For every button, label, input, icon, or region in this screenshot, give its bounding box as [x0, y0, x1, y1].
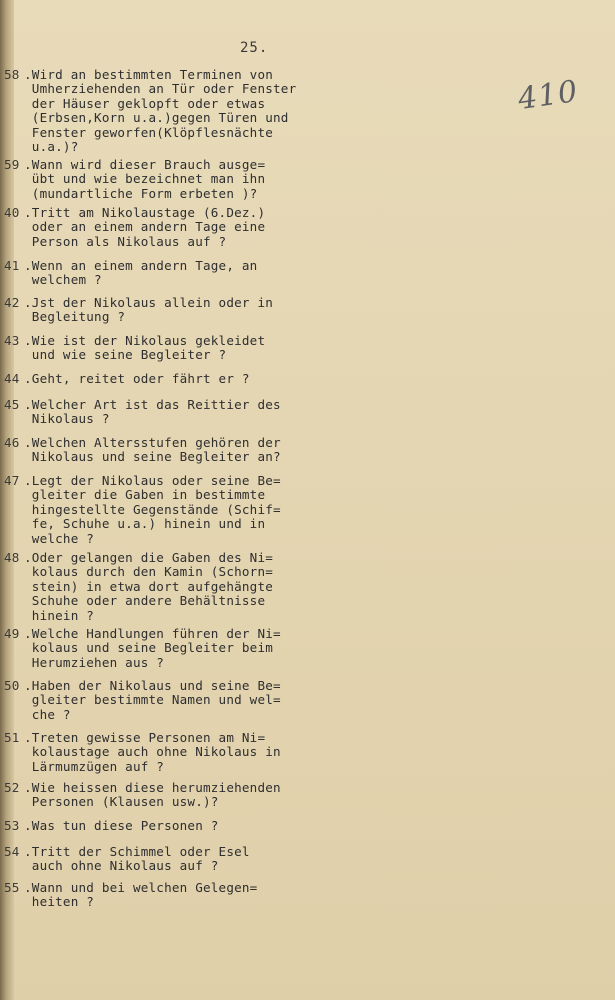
question-number: 52	[4, 780, 20, 795]
question-text: .Haben der Nikolaus und seine Be= gleiter bestimmte Namen und wel= che ?	[24, 678, 281, 722]
question-text: .Welcher Art ist das Reittier des Nikolaus ?	[24, 397, 281, 427]
question-text: .Treten gewisse Personen am Ni= kolaustage auch ohne Nikolaus in Lärmumzügen auf ?	[24, 730, 281, 774]
question-number: 47	[4, 473, 20, 488]
question-text: .Oder gelangen die Gaben des Ni= kolaus durch den Kamin (Schorn= stein) in etwa dort aufgehängte Schuhe oder andere Behältnisse hinein ?	[24, 550, 274, 623]
question-number: 45	[4, 397, 20, 412]
question-number: 44	[4, 371, 20, 386]
question-number: 55	[4, 880, 20, 895]
handwritten-archive-number: 410	[515, 73, 581, 118]
question-item	[4, 550, 314, 623]
question-text: .Wie heissen diese herumziehenden Personen (Klausen usw.)?	[24, 780, 281, 810]
question-number: 49	[4, 626, 20, 641]
question-text: .Legt der Nikolaus oder seine Be= gleiter die Gaben in bestimmte hingestellte Gegenstände (Schif= fe, Schuhe u.a.) hinein und in welche ?	[24, 473, 281, 546]
question-number: 53	[4, 818, 20, 833]
page-number: 25.	[240, 40, 269, 56]
question-number: 40	[4, 205, 20, 220]
question-number: 41	[4, 258, 20, 273]
question-number: 42	[4, 295, 20, 310]
question-item	[4, 473, 314, 546]
document-page	[4, 0, 615, 1000]
question-text: .Wenn an einem andern Tage, an welchem ?	[24, 258, 258, 288]
question-number: 43	[4, 333, 20, 348]
question-item	[4, 205, 314, 264]
question-text: .Jst der Nikolaus allein oder in Begleitung ?	[24, 295, 274, 325]
question-number: 48	[4, 550, 20, 565]
question-text: .Tritt der Schimmel oder Esel auch ohne Nikolaus auf ?	[24, 844, 250, 874]
question-text: .Welchen Altersstufen gehören der Nikolaus und seine Begleiter an?	[24, 435, 281, 465]
question-number: 54	[4, 844, 20, 859]
question-text: .Geht, reitet oder fährt er ?	[24, 371, 250, 386]
question-text: .Wann und bei welchen Gelegen= heiten ?	[24, 880, 258, 910]
question-text: .Welche Handlungen führen der Ni= kolaus und seine Begleiter beim Herumziehen aus ?	[24, 626, 281, 670]
question-number: 50	[4, 678, 20, 693]
question-item	[4, 880, 314, 939]
question-text: .Wann wird dieser Brauch ausge= übt und wie bezeichnet man ihn (mundartliche Form erbeten )?	[24, 157, 266, 201]
question-number: 59	[4, 157, 20, 172]
question-item	[4, 67, 314, 155]
question-number: 46	[4, 435, 20, 450]
question-item	[4, 678, 314, 737]
question-number: 51	[4, 730, 20, 745]
question-number: 58	[4, 67, 20, 82]
question-text: .Wie ist der Nikolaus gekleidet und wie seine Begleiter ?	[24, 333, 266, 363]
question-text: .Wird an bestimmten Terminen von Umherziehenden an Tür oder Fenster der Häuser geklopft oder etwas (Erbsen,Korn u.a.)gegen Türen und Fenster geworfen(Klöpflesnächte u.a.)?	[24, 67, 297, 155]
question-item	[4, 626, 314, 685]
question-text: .Was tun diese Personen ?	[24, 818, 219, 833]
question-text: .Tritt am Nikolaustage (6.Dez.) oder an einem andern Tage eine Person als Nikolaus auf ?	[24, 205, 266, 249]
